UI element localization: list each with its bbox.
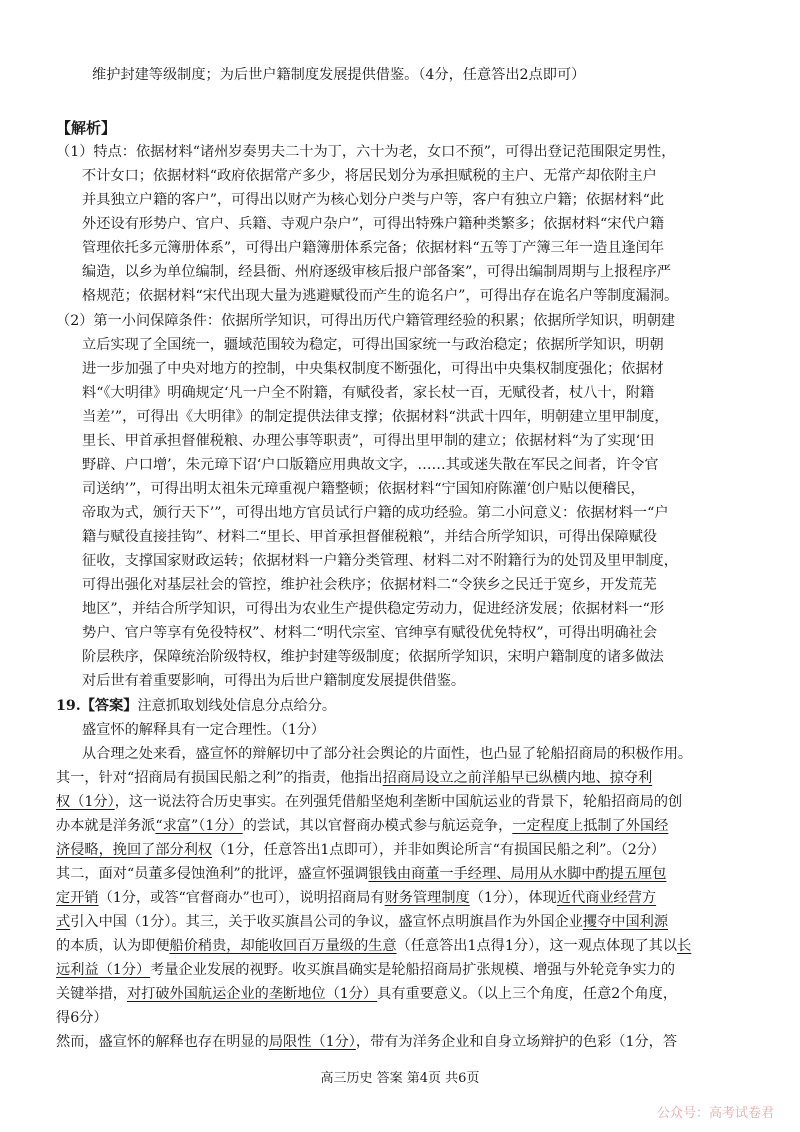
q19-line <box>56 887 756 909</box>
q19-line <box>56 1031 756 1053</box>
q19-text: 办本就是洋务派 <box>56 818 156 834</box>
para2-line: 帝取为式，颁行天下’”，可得出地方官员试行户籍的成功经验。第二小问意义：依据材料一“户 <box>82 505 669 521</box>
para1-line: 不计女口；依据材料“政府依据常产多少，将居民划分为承担赋税的主户、无常产却依附主户 <box>82 168 657 184</box>
q19-underlined: 近代商业经营方 <box>556 890 657 906</box>
para2-line: 可得出强化对基层社会的管控，维护社会秩序；依据材料二“令狭乡之民迁于宽乡，开发荒芜 <box>82 577 657 593</box>
q19-line <box>56 959 756 981</box>
q19-underlined: 权（1分） <box>56 794 115 810</box>
para2-line: 对后世有着重要影响，可得出为后世户籍制度发展提供借鉴。 <box>82 673 466 689</box>
para2-line: 地区”，并结合所学知识，可得出为农业生产提供稳定劳动力，促进经济发展；依据材料一“形 <box>82 601 665 617</box>
q19-answer-label: 【答案】 <box>80 698 138 714</box>
q19-line: 得6分） <box>56 1010 108 1026</box>
q19-line <box>56 983 756 1005</box>
para2-line: 进一步加强了中央对地方的控制，中央集权制度不断强化，可得出中央集权制度强化；依据材 <box>82 361 664 377</box>
q19-text: （1分，任意答出1点即可），并非如舆论所言“有损国民船之利”。（2分） <box>212 842 666 858</box>
q19-text: 然而，盛宣怀的解释也存在明显的 <box>56 1034 269 1050</box>
q19-underlined: 船价稍贵，却能收回百万量级的生意 <box>169 938 397 954</box>
para2-line: 阶层秩序，保障统治阶级特权，维护封建等级制度；依据所学知识，宋明户籍制度的诸多做法 <box>82 649 664 665</box>
para1-line: 并具独立户籍的客户”，可得出以财产为核心划分户类与户等，客户有独立户籍；依据材料“此 <box>82 192 665 208</box>
q19-text: 的本质，认为即便 <box>56 938 170 954</box>
q19-underlined: 定开销 <box>56 890 99 906</box>
q19-line <box>56 911 756 933</box>
q19-line: 从合理之处来看，盛宣怀的辩解切中了部分社会舆论的片面性，也凸显了轮船招商局的积极作用。 <box>82 746 693 762</box>
para2-line: 野辟、户口增’，朱元璋下诏‘户口版籍应用典故文字，……其或迷失散在军民之间者，许令官 <box>82 457 659 473</box>
para1-line: 编造，以乡为单位编制，经县衙、州府逐级审核后报户部备案”，可得出编制周期与上报程序严 <box>82 264 671 280</box>
section-title: 【解析】 <box>56 119 117 137</box>
q19-intro: 盛宣怀的解释具有一定合理性。（1分） <box>82 722 326 738</box>
q19-text: 的尝试，其以官督商办模式参与航运竞争， <box>242 818 513 834</box>
q19-line <box>56 863 756 885</box>
para2-line: 势户、官户等享有免役特权”、材料二“明代宗室、官绅享有赋役优免特权”，可得出明确社会 <box>82 625 658 641</box>
q19-text: ，这一说法符合历史事实。在列强凭借船坚炮利垄断中国航运业的背景下，轮船招商局的创 <box>114 794 683 810</box>
q19-text: （1分），体现 <box>469 890 557 906</box>
q19-underlined: 对打破外国航运企业的垄断地位（1分） <box>126 986 378 1002</box>
q19-underlined: 银钱由商董一手经理、局用从水脚中酌提五厘包 <box>368 866 667 882</box>
q19-line <box>56 791 756 813</box>
q19-note: 注意抓取划线处信息分点给分。 <box>137 698 337 714</box>
q19-header <box>56 695 756 717</box>
carryover-line: 维护封建等级制度；为后世户籍制度发展提供借鉴。（4分，任意答出2点即可） <box>92 67 586 83</box>
q19-underlined: 财务管理制度 <box>384 890 470 906</box>
para2-line: 料“《大明律》明确规定‘凡一户全不附籍，有赋役者，家长杖一百，无赋役者，杖八十，附籍 <box>82 385 655 401</box>
para2-line: 司送纳’”，可得出明太祖朱元璋重视户籍整顿；依据材料“宁国知府陈灌‘创户贴以便稽民， <box>82 481 645 497</box>
q19-text: （1分，或答“官督商办”也可），说明招商局有 <box>98 890 385 906</box>
q19-text: （任意答出1点得1分），这一观点体现了其以 <box>396 938 678 954</box>
para2-line: 当差’”，可得出《大明律》的制定提供法律支撑；依据材料“洪武十四年，明朝建立里甲制度， <box>82 409 669 425</box>
q19-text: 引入中国（1分）。其三，关于收买旗昌公司的争议，盛宣怀点明旗昌作为外国企业 <box>70 914 583 930</box>
q19-underlined: 攫夺中国利源 <box>582 914 669 930</box>
q19-underlined: “求富”（1分） <box>155 818 243 834</box>
q19-line <box>56 935 756 957</box>
para2-line: 立后实现了全国统一，疆域范围较为稳定，可得出国家统一与政治稳定；依据所学知识，明朝 <box>82 337 664 353</box>
q19-text: 具有重要意义。（以上三个角度，任意2个角度， <box>377 986 678 1002</box>
watermark: 公众号：高考试卷君 <box>656 1106 774 1121</box>
para1-line: 管理依托多元簿册体系”，可得出户籍簿册体系完备；依据材料“五等丁产簿三年一造且逢闰年 <box>82 240 665 256</box>
q19-number: 19. <box>56 698 81 714</box>
q19-line <box>56 815 756 837</box>
q19-underlined: 招商局设立之前洋船早已纵横内地、掠夺利 <box>382 770 653 786</box>
para2-line: 里长、甲首承担督催税粮、办理公事等职责”，可得出里甲制的建立；依据材料“为了实现‘田 <box>82 433 655 449</box>
q19-text: 其二，面对“员董多侵蚀渔利”的批评，盛宣怀强调 <box>56 866 369 882</box>
para2-line: （2）第一小问保障条件：依据所学知识，可得出历代户籍管理经验的积累；依据所学知识，明朝建 <box>56 313 676 329</box>
q19-line <box>56 839 756 861</box>
q19-underlined: 局限性（1分） <box>268 1034 356 1050</box>
q19-line <box>56 767 756 789</box>
q19-underlined: 远利益（1分） <box>56 962 151 978</box>
q19-underlined: 式 <box>56 914 71 930</box>
para1-line: （1）特点：依据材料“诸州岁奏男夫二十为丁，六十为老，女口不预”，可得出登记范围限定男性， <box>56 144 676 160</box>
para1-line: 外还设有形势户、官户、兵籍、寺观户杂户”，可得出特殊户籍种类繁多；依据材料“宋代户籍 <box>82 216 665 232</box>
para2-line: 籍与赋役直接挂钩”、材料二“里长、甲首承担督催税粮”，并结合所学知识，可得出保障赋役 <box>82 529 658 545</box>
q19-text: 考量企业发展的视野。收买旗昌确实是轮船招商局扩张规模、增强与外轮竞争实力的 <box>150 962 676 978</box>
page-footer: 高三历史 答案 第4页 共6页 <box>320 1071 480 1086</box>
q19-underlined: 一定程度上抵制了外国经 <box>512 818 669 834</box>
q19-text: ，带有为洋务企业和自身立场辩护的色彩（1分，答 <box>355 1034 678 1050</box>
q19-text: 关键举措， <box>56 986 127 1002</box>
para2-line: 征收，支撑国家财政运转；依据材料一户籍分类管理、材料二对不附籍行为的处罚及里甲制度， <box>82 553 678 569</box>
q19-text: 其一，针对“招商局有损国民船之利”的指责，他指出 <box>56 770 383 786</box>
para1-line: 格规范；依据材料“宋代出现大量为逃避赋役而产生的诡名户”，可得出存在诡名户等制度漏洞。 <box>82 288 679 304</box>
q19-underlined: 长 <box>677 938 692 954</box>
q19-underlined: 济侵略，挽回了部分利权 <box>56 842 213 858</box>
